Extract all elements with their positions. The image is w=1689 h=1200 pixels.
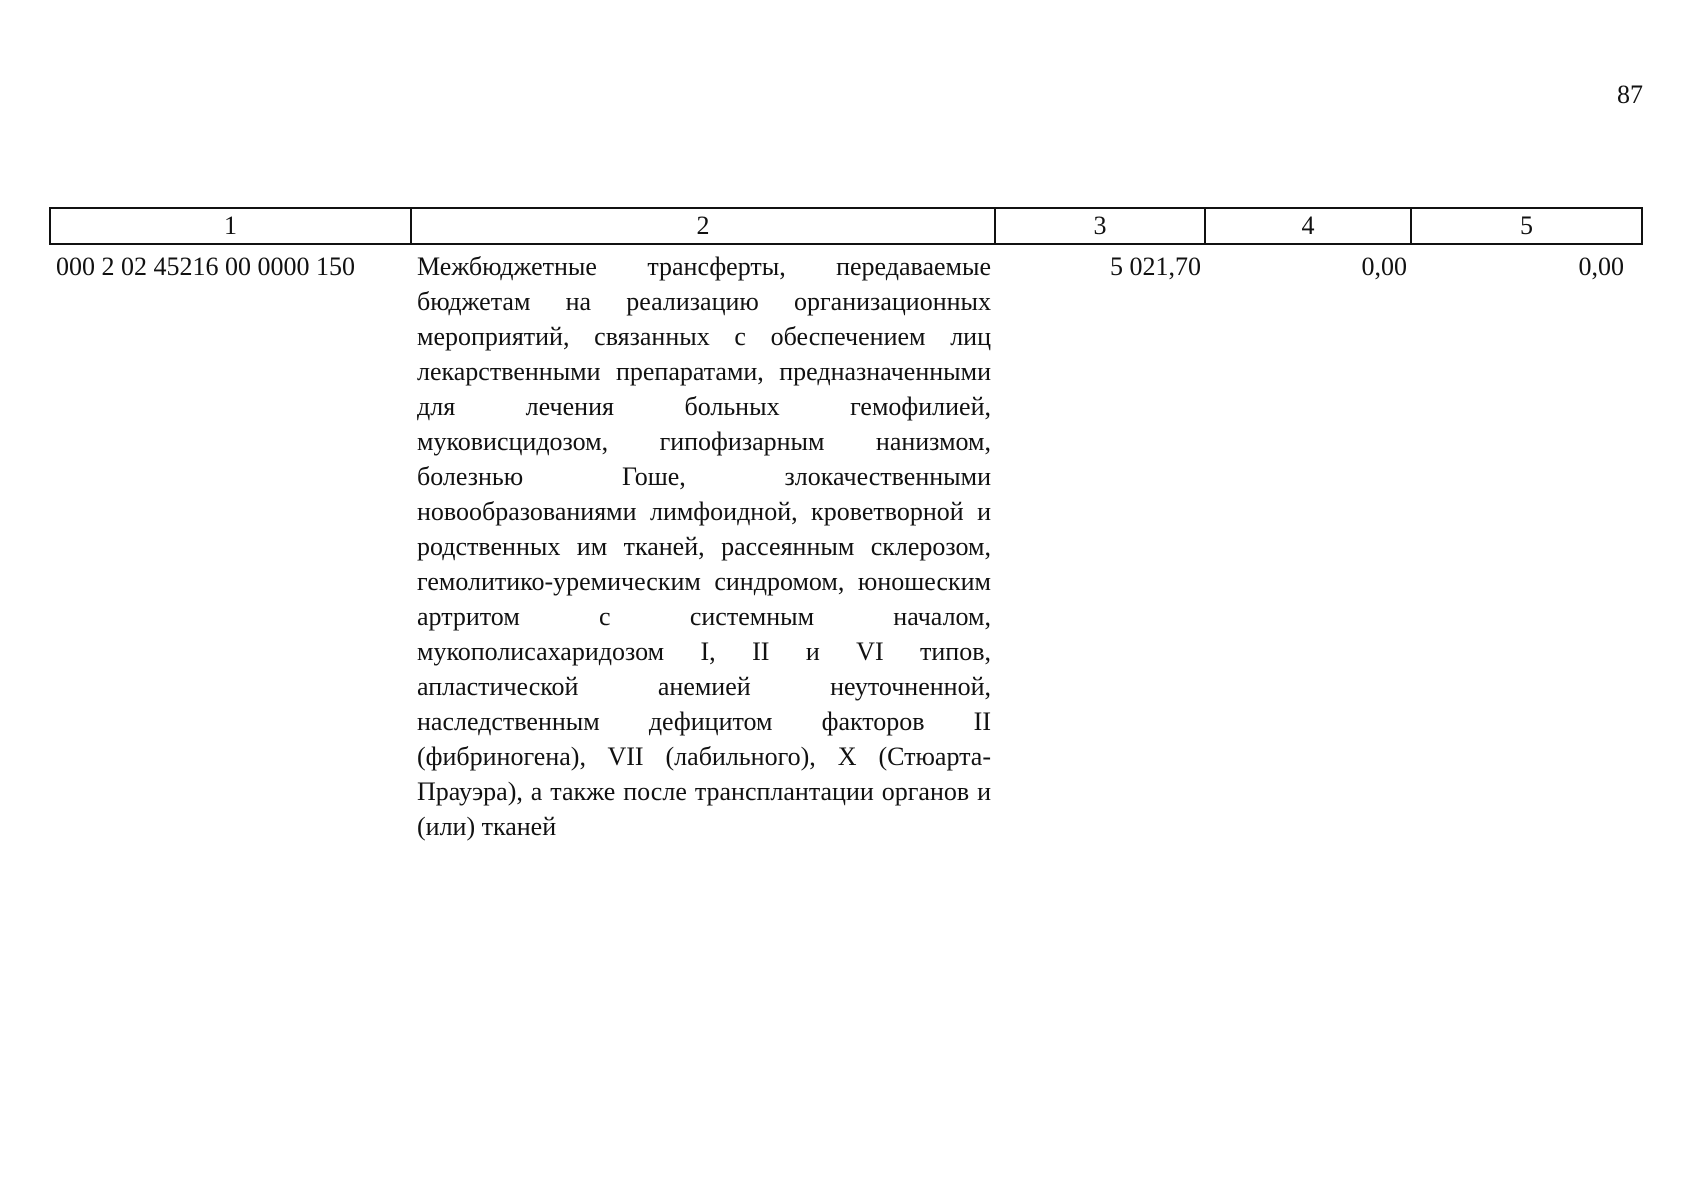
header-col-4: 4 (1205, 208, 1411, 244)
value-col-3: 5 021,70 (1110, 252, 1201, 281)
table-row (50, 244, 1642, 844)
page-number: 87 (1617, 80, 1643, 109)
header-row (50, 208, 1642, 244)
budget-code: 000 2 02 45216 00 0000 150 (56, 252, 355, 281)
header-col-3: 3 (995, 208, 1205, 244)
header-col-2: 2 (411, 208, 995, 244)
budget-item-name: Межбюджетные трансферты, передаваемые бюджетам на реализацию организационных мероприятий, связанных с обеспечением лиц лекарственными препаратами, предназначенными для лечения больных гемофилией, муковисцидозом, гипофизарным нанизмом, болезнью Гоше, злокачественными новообразованиями лимфоидной, кроветворной и родственных им тканей, рассеянным склерозом, гемолитико-уремическим синдромом, юношеским артритом с системным началом, мукополисахаридозом I, II и VI типов, апластической анемией неуточненной, наследственным дефицитом факторов II (фибриногена), VII (лабильного), X (Стюарта-Прауэра), а также после трансплантации органов и (или) тканей (417, 252, 991, 841)
table-header (50, 208, 1642, 244)
table-body (50, 244, 1642, 844)
value-col-4: 0,00 (1361, 252, 1407, 281)
header-col-1: 1 (50, 208, 411, 244)
budget-table (49, 207, 1643, 844)
value-col-5: 0,00 (1578, 252, 1624, 281)
header-col-5: 5 (1411, 208, 1642, 244)
